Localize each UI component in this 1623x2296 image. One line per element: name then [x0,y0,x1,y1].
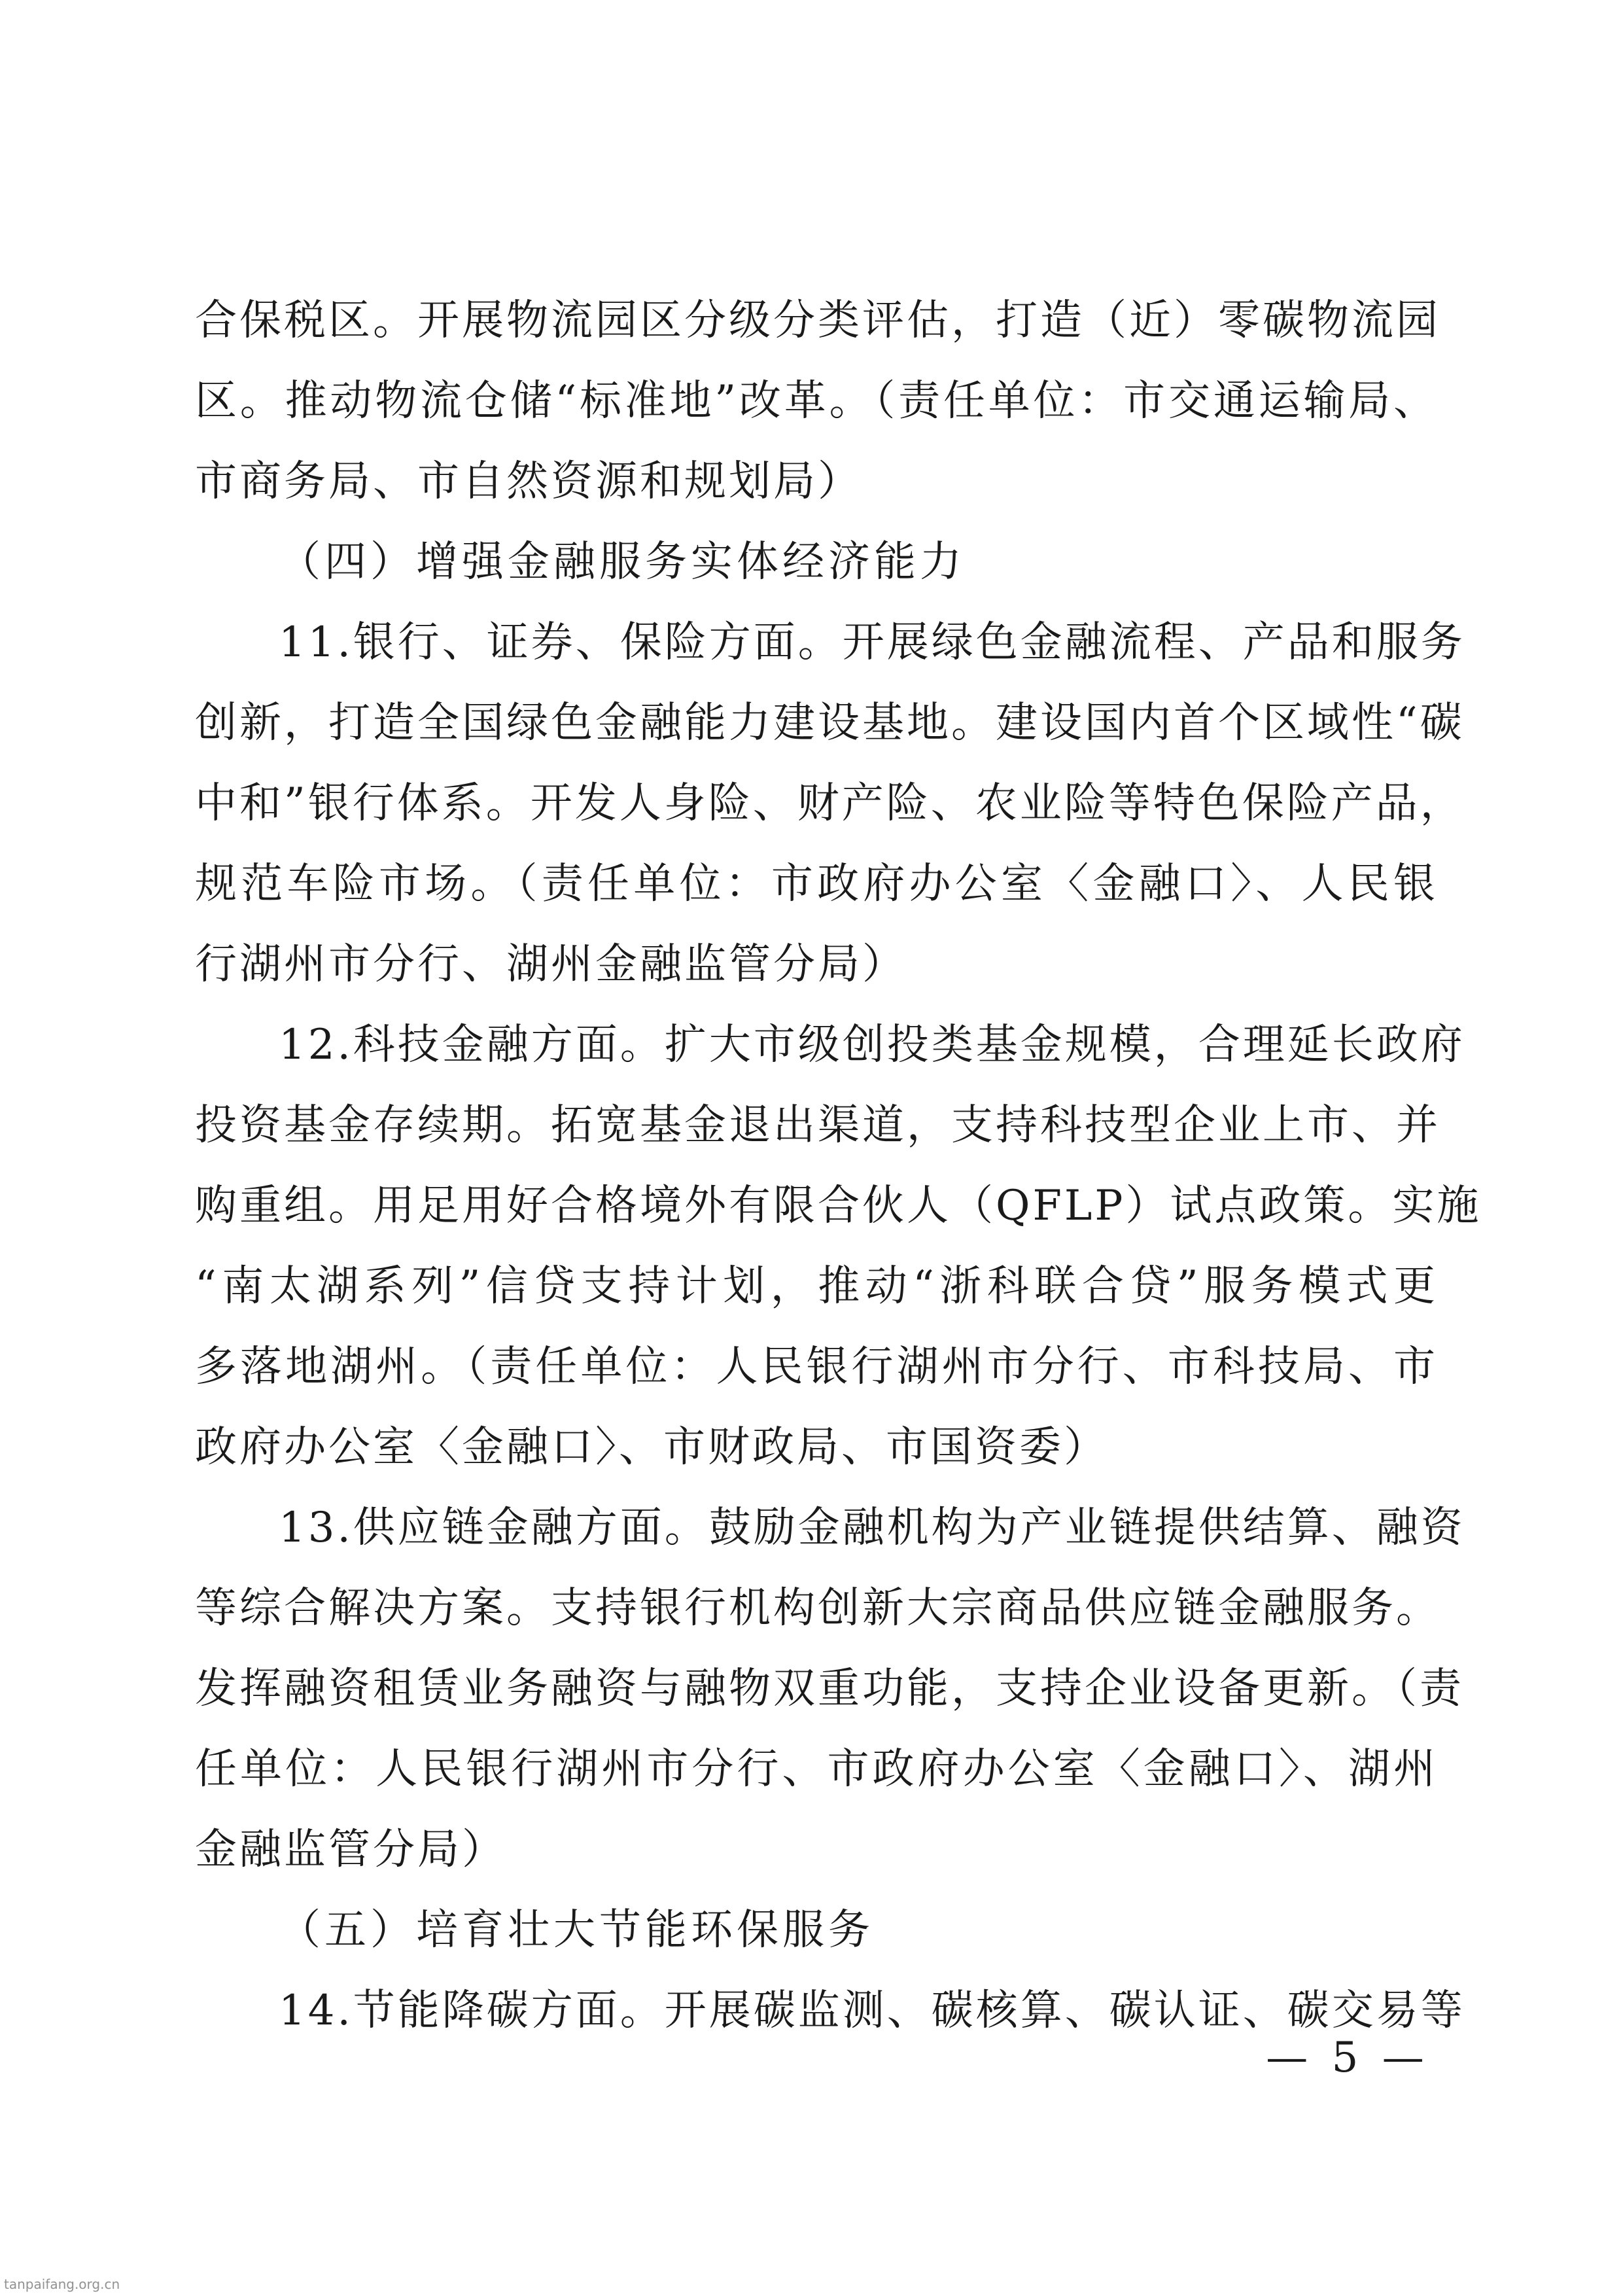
item-12-line-5: 多落地湖州。（责任单位：人民银行湖州市分行、市科技局、市 [195,1343,1438,1391]
item-11-line-1: 11.银行、证券、保险方面。开展绿色金融流程、产品和服务 [279,618,1465,667]
item-11-line-2: 创新，打造全国绿色金融能力建设基地。建设国内首个区域性“碳 [195,699,1465,747]
section-heading-5: （五）培育壮大节能环保服务 [279,1906,874,1954]
item-12-line-3: 购重组。用足用好合格境外有限合伙人（QFLP）试点政策。实施 [195,1182,1482,1230]
item-14-line-1: 14.节能降碳方面。开展碳监测、碳核算、碳认证、碳交易等 [279,1987,1465,2035]
item-11-line-4: 规范车险市场。（责任单位：市政府办公室〈金融口〉、人民银 [195,860,1438,908]
item-12-line-6: 政府办公室〈金融口〉、市财政局、市国资委） [195,1423,1108,1472]
item-12-line-4: “南太湖系列”信贷支持计划，推动“浙科联合贷”服务模式更 [195,1262,1438,1311]
item-12-line-1: 12.科技金融方面。扩大市级创投类基金规模，合理延长政府 [279,1021,1465,1069]
body-line-3: 市商务局、市自然资源和规划局） [195,457,862,506]
body-line-1: 合保税区。开展物流园区分级分类评估，打造（近）零碳物流园 [195,296,1440,345]
item-13-line-4: 任单位：人民银行湖州市分行、市政府办公室〈金融口〉、湖州 [195,1745,1438,1793]
item-13-line-5: 金融监管分局） [195,1826,506,1874]
section-heading-4: （四）增强金融服务实体经济能力 [279,538,966,586]
body-line-2: 区。推动物流仓储“标准地”改革。（责任单位：市交通运输局、 [195,377,1438,425]
item-11-line-5: 行湖州市分行、湖州金融监管分局） [195,940,907,989]
watermark-text: tanpaifang.org.cn [4,2276,120,2292]
item-13-line-1: 13.供应链金融方面。鼓励金融机构为产业链提供结算、融资 [279,1504,1465,1552]
item-13-line-3: 发挥融资租赁业务融资与融物双重功能，支持企业设备更新。（责 [195,1665,1464,1713]
item-12-line-2: 投资基金存续期。拓宽基金退出渠道，支持科技型企业上市、并 [195,1101,1440,1150]
page-number: — 5 — [1266,2034,1429,2082]
item-11-line-3: 中和”银行体系。开发人身险、财产险、农业险等特色保险产品， [195,779,1465,828]
item-13-line-2: 等综合解决方案。支持银行机构创新大宗商品供应链金融服务。 [195,1584,1440,1633]
